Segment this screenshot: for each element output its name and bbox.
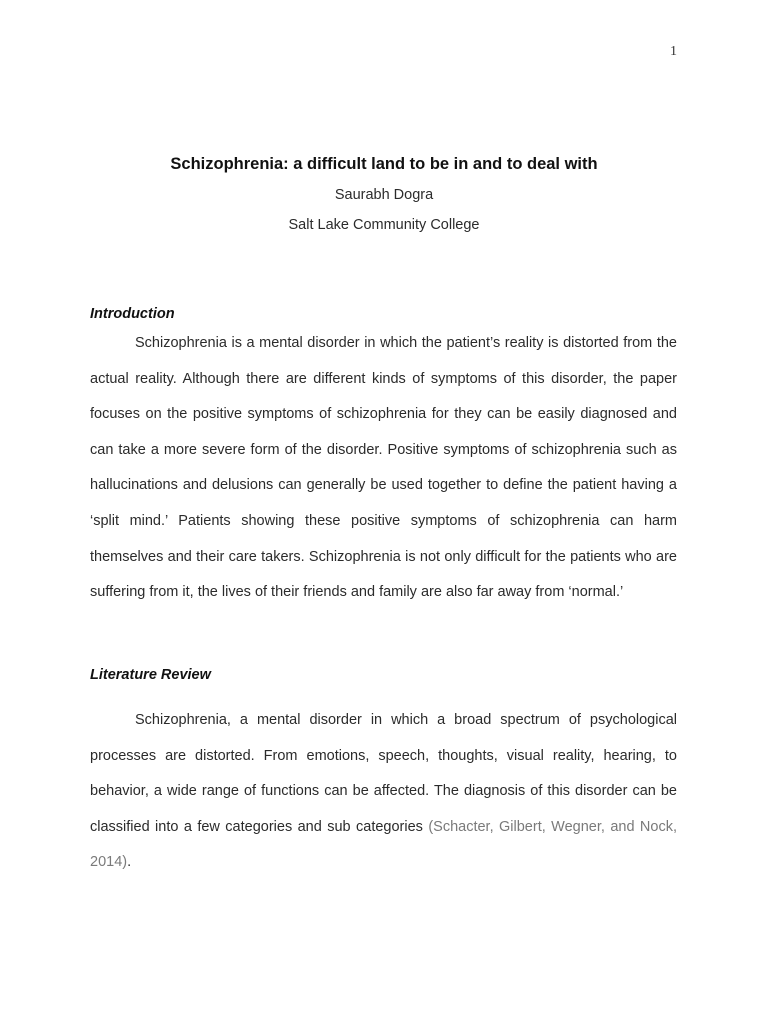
literature-review-text: Schizophrenia, a mental disorder in which a broad spectrum of psychological processes are distorted. From emotions, speech, thoughts, visual reality, hearing, to behavior, a wide range of functions can be affected. The diagnosis of this disorder can be classified into a few categories and sub categories	[90, 712, 677, 835]
literature-review-paragraph	[90, 703, 677, 881]
citation: (Schacter, Gilbert, Wegner, and Nock, 2014)	[90, 818, 677, 871]
page-number: 1	[670, 44, 677, 59]
title-block	[0, 153, 768, 235]
introduction-text: Schizophrenia is a mental disorder in which the patient’s reality is distorted from the actual reality. Although there are different kinds of symptoms of this disorder, the paper focuses on the positive symptoms of schizophrenia for they can be easily diagnosed and can take a more severe form of the disorder. Positive symptoms of schizophrenia such as hallucinations and delusions can generally be used together to define the patient having a ‘split mind.’ Patients showing these positive symptoms of schizophrenia can harm themselves and their care takers. Schizophrenia is not only difficult for the patients who are suffering from it, the lives of their friends and family are also far away from ‘normal.’	[90, 335, 677, 601]
introduction-heading: Introduction	[90, 306, 175, 322]
institution-name: Salt Lake Community College	[288, 217, 480, 233]
paper-title: Schizophrenia: a difficult land to be in and to deal with	[170, 155, 598, 173]
author-name: Saurabh Dogra	[334, 187, 434, 203]
citation-period: .	[127, 854, 132, 871]
introduction-paragraph	[90, 326, 677, 611]
literature-review-heading: Literature Review	[90, 667, 211, 683]
